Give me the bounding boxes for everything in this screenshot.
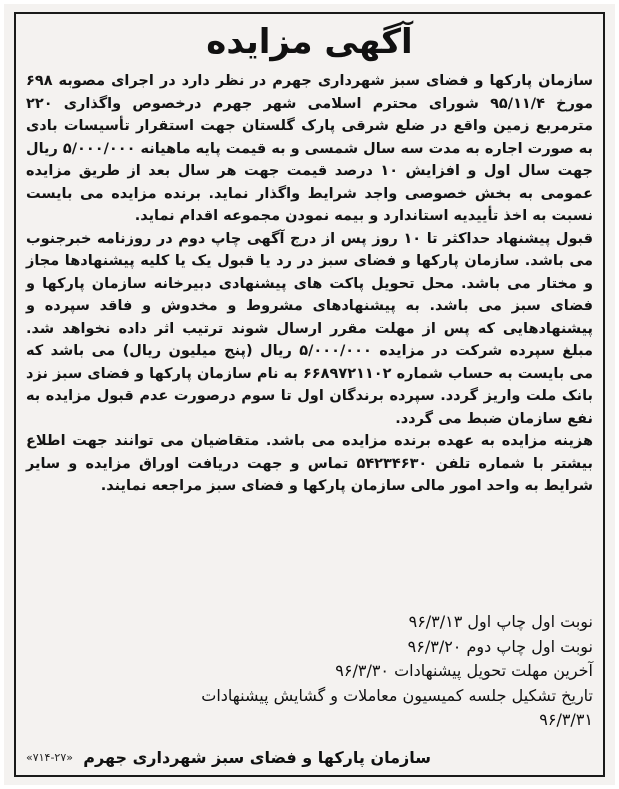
notice-body — [26, 70, 593, 498]
issuer-signature: سازمان پارکها و فضای سبز شهرداری جهرم — [83, 747, 431, 767]
notice-footer — [26, 743, 591, 771]
schedule-first-print: نوبت اول چاپ اول ۹۶/۳/۱۳ — [408, 612, 593, 631]
notice-frame — [14, 12, 605, 777]
notice-title: آگهی مزایده — [206, 22, 413, 62]
schedule-second-print: نوبت اول چاپ دوم ۹۶/۳/۲۰ — [407, 636, 593, 656]
schedule-opening-date: ۹۶/۳/۳۱ — [539, 710, 593, 729]
notice-paragraph: قبول پیشنهاد حداکثر تا ۱۰ روز پس از درج آگهی چاپ دوم در روزنامه خبرجنوب می باشد. سازمان پارکها و فضای سبز در رد یا قبول یک یا کلیه پیشنهادها مجاز و مختار می باشد. محل تحویل پاکت های پیشنهادی دبیرخانه سازمان پارکها و فضای سبز می باشد. به پیشنهادهای مشروط و مخدوش و فاقد سپرده و پیشنهادهایی که پس از مهلت مقرر ارسال شوند ترتیب اثر داده نخواهد شد. مبلغ سپرده شرکت در مزایده ۵/۰۰۰/۰۰۰ ریال (پنج میلیون ریال) می باشد که می بایست به حساب شماره ۶۶۸۹۷۲۱۱۰۲ به نام سازمان پارکها و فضای سبز نزد بانک ملت واریز گردد. سپرده برندگان اول تا سوم درصورت عدم قبول مزایده به نفع سازمان ضبط می گردد. — [26, 230, 594, 427]
schedule-list — [26, 610, 593, 733]
schedule-deadline: آخرین مهلت تحویل پیشنهادات ۹۶/۳/۳۰ — [335, 661, 593, 680]
newspaper-clipping — [4, 4, 615, 785]
notice-paragraph: هزینه مزایده به عهده برنده مزایده می باشد. متقاضیان می توانند جهت اطلاع بیشتر با شماره تلفن ۵۴۲۳۴۶۳۰ تماس و جهت دریافت اوراق مزایده و سایر شرایط به واحد امور مالی سازمان پارکها و فضای سبز مراجعه نمایند. — [26, 433, 593, 494]
notice-code: «۷۱۴-۲۷» — [26, 750, 73, 764]
schedule-opening-session: تاریخ تشکیل جلسه کمیسیون معاملات و گشایش پیشنهادات — [201, 685, 593, 705]
notice-paragraph: سازمان پارکها و فضای سبز شهرداری جهرم در نظر دارد در اجرای مصوبه ۶۹۸ مورخ ۹۵/۱۱/۴ شورای محترم اسلامی شهر جهرم درخصوص واگذاری ۲۲۰ مترمربع زمین واقع در ضلع شرقی پارک گلستان جهت استقرار تأسیسات بادی به صورت اجاره به مدت سه سال شمسی و به قیمت پایه ماهیانه ۵/۰۰۰/۰۰۰ ریال جهت سال اول و افزایش ۱۰ درصد قیمت جهت هر سال بعد از طریق مزایده عمومی به بخش خصوصی واجد شرایط واگذار نماید. برنده مزایده می بایست نسبت به اخذ تأییدیه استاندارد و بیمه نمودن مجموعه اقدام نماید. — [26, 73, 593, 224]
